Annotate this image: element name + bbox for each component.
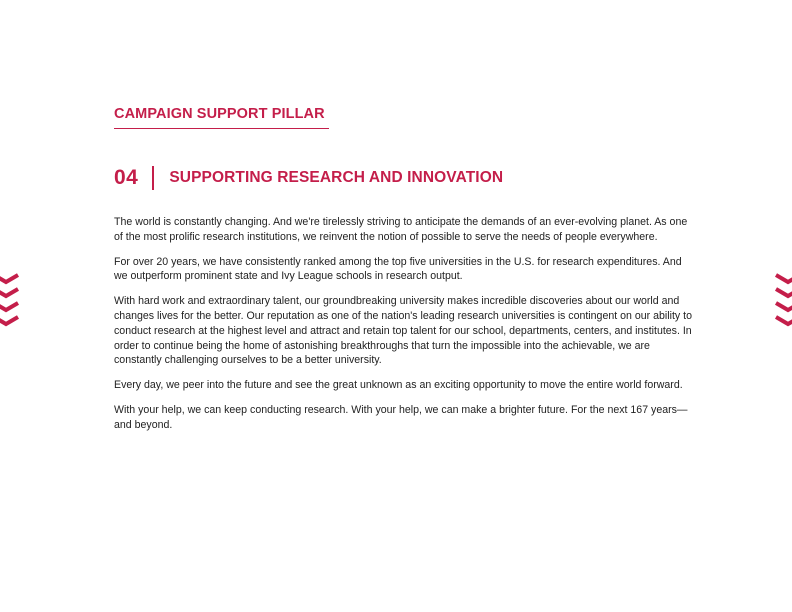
- chevron-stack-icon: [0, 272, 20, 332]
- section-heading: [114, 166, 503, 190]
- paragraph-intro: The world is constantly changing. And we're tirelessly striving to anticipate the demands of an ever-evolving planet. As one of the most prolific research institutions, we reinvent the notion of possible to serve the needs of people everywhere.: [114, 216, 688, 243]
- section-title: SUPPORTING RESEARCH AND INNOVATION: [169, 169, 504, 186]
- paragraph-future: Every day, we peer into the future and see the great unknown as an exciting opportunity to move the entire world forward.: [114, 379, 683, 392]
- paragraph-reputation: With hard work and extraordinary talent, our groundbreaking university makes incredible discoveries about our world and changes lives for the better. Our reputation as one of the nation's leading research universities is contingent on our ability to conduct research at the highest level and attract and retain top talent for our school, departments, centers, and institutes. In order to continue being the home of astonishing breakthroughs that turn the impossible into the achievable, we are constantly challenging ourselves to be a better university.: [114, 295, 692, 367]
- paragraph-rankings: For over 20 years, we have consistently ranked among the top five universities in the U.S. for research expenditures. And we outperform prominent state and Ivy League schools in research output.: [114, 255, 682, 283]
- body-text: [114, 215, 694, 443]
- kicker-underline: [114, 128, 329, 129]
- section-number: 04: [114, 166, 139, 189]
- paragraph-closing: With your help, we can keep conducting research. With your help, we can make a brighter future. For the next 167 years—and beyond.: [114, 403, 688, 431]
- heading-divider: [152, 166, 154, 190]
- section-kicker: CAMPAIGN SUPPORT PILLAR: [114, 106, 325, 122]
- chevron-stack-icon: [774, 272, 792, 332]
